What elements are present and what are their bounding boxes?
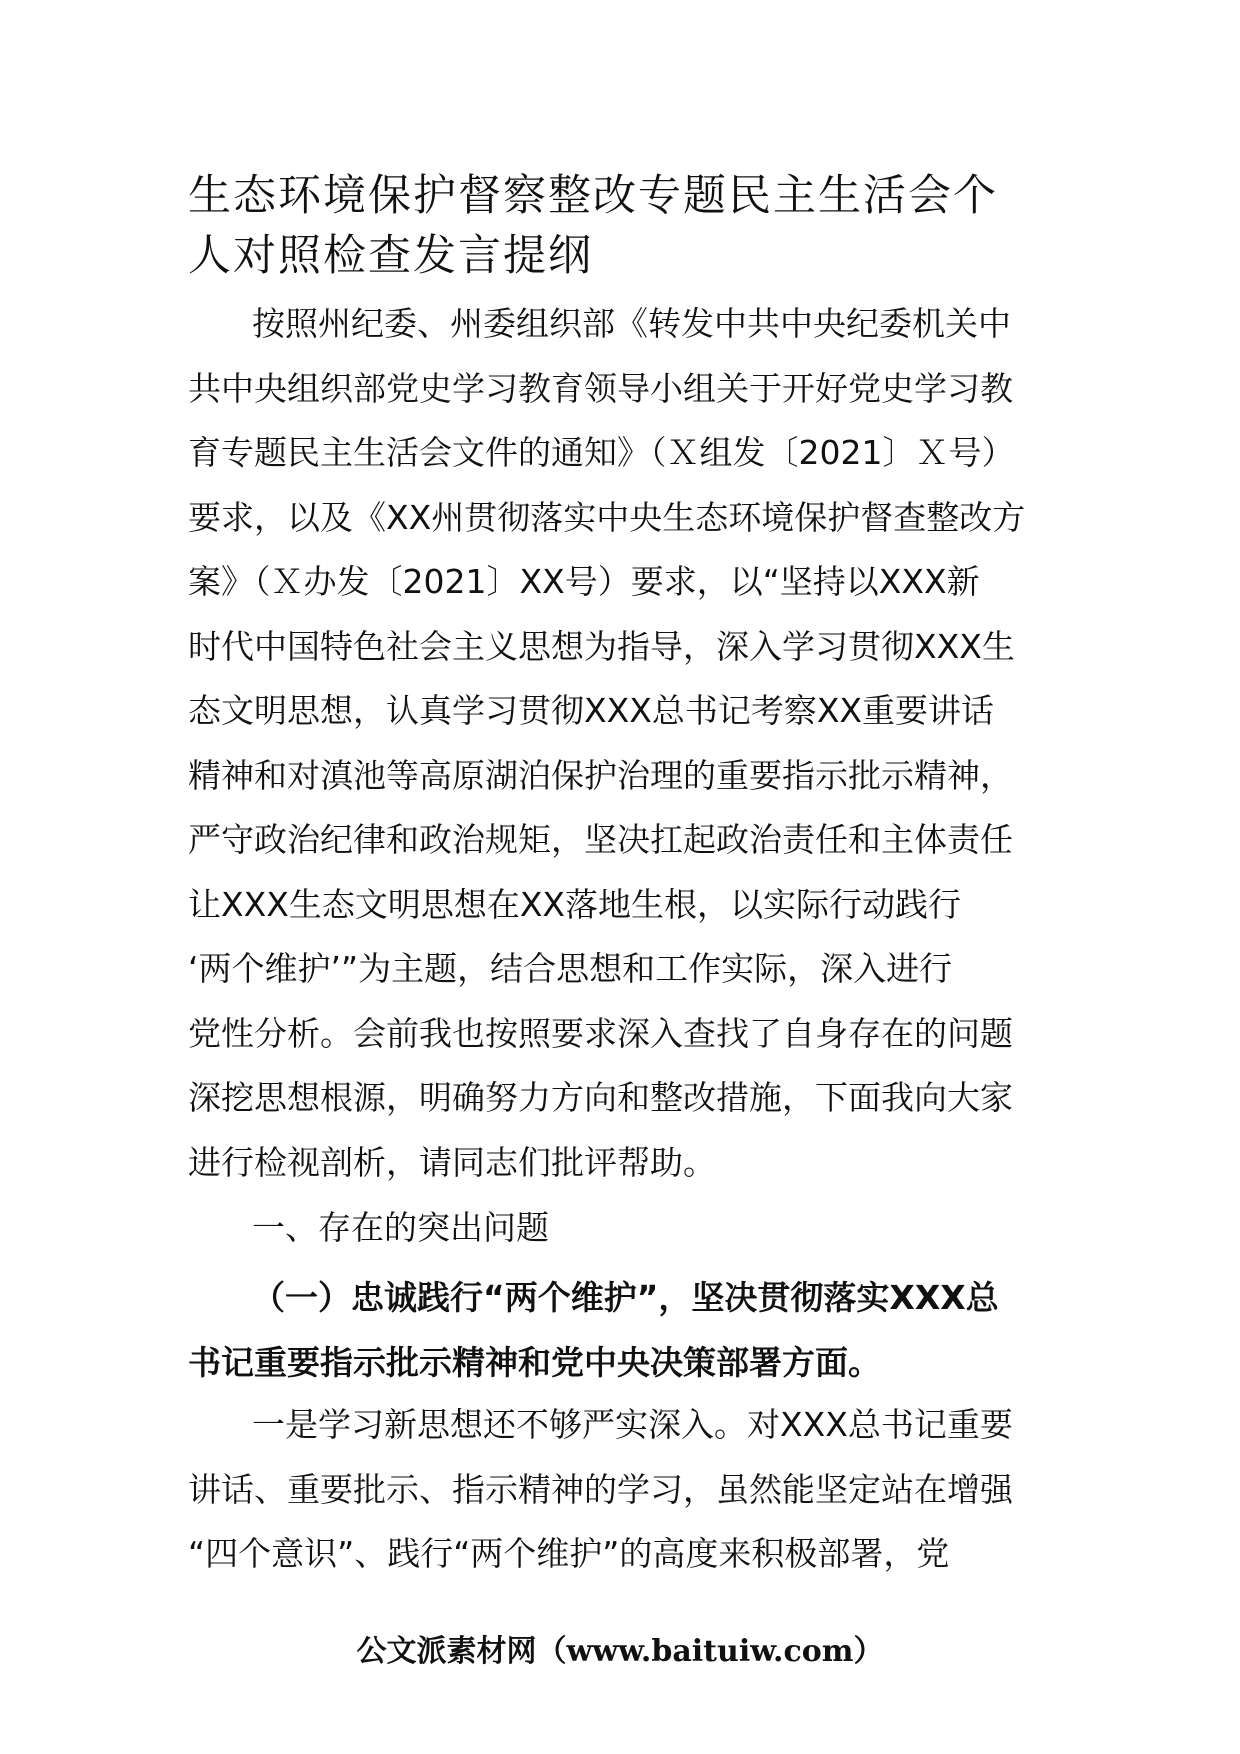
paragraph-line: 让XXX生态文明思想在XX落地生根，以实际行动践行: [188, 884, 962, 924]
paragraph-line: 严守政治纪律和政治规矩，坚决扛起政治责任和主体责任: [188, 820, 1013, 859]
section-heading: 一、存在的突出问题: [252, 1208, 549, 1247]
paragraph-line: 深挖思想根源，明确努力方向和整改措施，下面我向大家: [188, 1078, 1013, 1117]
intro-paragraph: [188, 292, 1058, 1195]
paragraph-line: 时代中国特色社会主义思想为指导，深入学习贯彻XXX生: [188, 626, 1015, 666]
paragraph-line: ‘两个维护’”为主题，结合思想和工作实际，深入进行: [188, 949, 953, 988]
paragraph-line: 案》（Ｘ办发〔2021〕XX号）要求，以“坚持以XXX新: [188, 562, 980, 601]
subsection-heading: [188, 1265, 1058, 1395]
paragraph-line: 共中央组织部党史学习教育领导小组关于开好党史学习教: [188, 368, 1013, 408]
footer-watermark: 公文派素材网（www.baituiw.com）: [356, 1634, 884, 1669]
subsection-heading-line: 书记重要指示批示精神和党中央决策部署方面。: [188, 1343, 881, 1382]
paragraph-line: 按照州纪委、州委组织部《转发中共中央纪委机关中: [252, 304, 1011, 343]
document-title: [188, 166, 1068, 286]
paragraph-line: 进行检视剖析，请同志们批评帮助。: [188, 1142, 716, 1182]
paragraph-line: 讲话、重要批示、指示精神的学习，虽然能坚定站在增强: [188, 1469, 1013, 1509]
paragraph-line: 育专题民主生活会文件的通知》（Ｘ组发〔2021〕Ｘ号）: [188, 433, 1015, 472]
paragraph-line: “四个意识”、践行“两个维护”的高度来积极部署，党: [188, 1534, 950, 1573]
paragraph-line: 要求，以及《XX州贯彻落实中央生态环境保护督查整改方: [188, 497, 1026, 537]
paragraph-line: 态文明思想，认真学习贯彻XXX总书记考察XX重要讲话: [188, 691, 995, 730]
paragraph-line: 一是学习新思想还不够严实深入。对XXX总书记重要: [252, 1405, 1013, 1444]
title-line: 人对照检查发言提纲: [188, 231, 593, 281]
paragraph-line: 党性分析。会前我也按照要求深入查找了自身存在的问题: [188, 1013, 1013, 1053]
subsection-heading-line: （一）忠诚践行“两个维护”，坚决贯彻落实XXX总: [252, 1278, 999, 1317]
title-line: 生态环境保护督察整改专题民主生活会个: [188, 171, 998, 221]
body-paragraph: [188, 1393, 1058, 1587]
paragraph-line: 精神和对滇池等高原湖泊保护治理的重要指示批示精神，: [188, 755, 1013, 795]
